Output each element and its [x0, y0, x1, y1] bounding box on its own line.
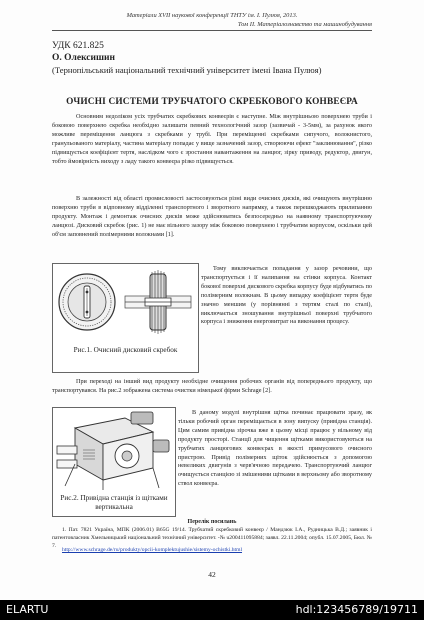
author-affiliation: (Тернопільський національний технічний університет імені Івана Пулюя): [52, 65, 322, 75]
references-heading: Перелік посилань: [187, 519, 237, 525]
reference-2-link[interactable]: http://www.schrage.de/ru/produkty/opcii-komplektujushie/sistemy-ochistki.html: [62, 547, 243, 553]
paragraph-cleaning-disks: В залежності від області промисловості застосовуються різні види очисних дисків, які очищують внутрішню поверхню труби в відповному відділенні транспортного і зворотного напрямку, а також перешкоджають прилипанню продукту. Монтаж і демонтаж очисних дисків може здійснюватись безпосередньо на наявному транспортуючому ланцюзі. Дисковий скребок (рис. 1) не має вільного зазору між боковою поверхнею і трубчатим корпусом, оскільки цей об'єм заповнений полімерними волокнами [1].: [52, 195, 372, 238]
paragraph-polymer-fibers: Тому виключається попадання у зазор речовини, що транспортується і її налипання на стінки корпуса. Контакт бокової поверхні дискового скребка корпусу буде відбуватись по полімерним волокнам. В цьому випадку коефіцієнт тертя буде значно меншим (у порівнянні з тертям сталі по сталі), виключається зношування внутрішньої поверхні трубчатого корпуса і зниження енерговитрат на виконання процесу.: [201, 265, 372, 326]
author-name: О. Олексишин: [52, 53, 115, 63]
paragraph-schrage: При переході на інший вид продукту необхідне очищення робочих органів від попереднього продукту, що транспортувався. На рис.2 зображена система очистки німецької фірми Schrage [2].: [52, 378, 372, 394]
handle-identifier[interactable]: hdl:123456789/19711: [295, 603, 418, 616]
udk-code: УДК 621.825: [52, 41, 104, 51]
repository-name: ELARTU: [6, 603, 49, 616]
figure-1: [52, 263, 199, 373]
disk-scraper-illustration: [55, 266, 196, 344]
header-rule: [52, 30, 372, 31]
repository-footer-bar: [0, 600, 424, 620]
running-header-conference: Матеріали XVII наукової конференції ТНТУ ім. І. Пулюя, 2013.: [126, 12, 298, 19]
paragraph-brush-module: В даному модулі внутрішня щітка починає працювати зразу, як тільки робочий орган переміщається в зону випуску (привідна станція). Цим самим привідна зірочка вже в цьому місці працює у вільному від продукту просторі. Станції для чищення щітками використовуються на трубчатих ланцюгових конвеєрах в якості примусового очисного пристрою. Привід полімерних щіток здійснюється з допомогою невеликих двигунів з черв'ячною передачею. Транспортуючий ланцюг очищується станцією зі змішеними щітками в верхньому або зворотному ствол конвеєра.: [178, 409, 372, 488]
article-title: ОЧИСНІ СИСТЕМИ ТРУБЧАТОГО СКРЕБКОВОГО КОНВЕЄРА: [66, 97, 358, 107]
figure-1-caption: Рис.1. Очисний дисковий скребок: [73, 346, 178, 354]
reference-1: 1. Пат. 7821 Україна, МПК (2006.01) B65G 19/14. Трубчатий скребковий конвеєр / Мандзюк І.А., Рудницька В.Д.; заявник і патентовласник Хмельницький національний технічний університет. -№ u200411095884; заявл. 22.11.2004; опубл. 15.07.2005, Бюл. № 7.: [52, 527, 372, 549]
drive-station-illustration: [55, 410, 173, 492]
paragraph-intro: Основним недоліком усіх трубчатих скребкових конвеєрів є наступне. Між внутрішньою поверхнею труби і боковою поверхнею скребка необхідно залишати певний технологічний зазор (зазвичай - 3-5мм), за рахунок якого можливе переміщення ланцюга з скребками у трубі. При переміщенні скребками сипучого, волокнистого, гранульованого матеріалу, частина матеріалу попадає у вище зазначений зазор, створюючи ефект "заклинювання", різко підвищується коефіцієнт тертя, наслідком чого є зростання навантаження на ланцюг, зірку приводу, редуктор, двигун, тобто ймовірність виходу з ладу такого конвеєра різко підвищується.: [52, 113, 372, 165]
figure-2: [52, 407, 176, 517]
running-header-volume: Том II. Матеріалознавство та машинобудування: [237, 21, 372, 28]
page-number: 42: [208, 570, 216, 579]
figure-2-caption: Рис.2. Привідна станція із щітками вертикальна: [60, 494, 168, 511]
